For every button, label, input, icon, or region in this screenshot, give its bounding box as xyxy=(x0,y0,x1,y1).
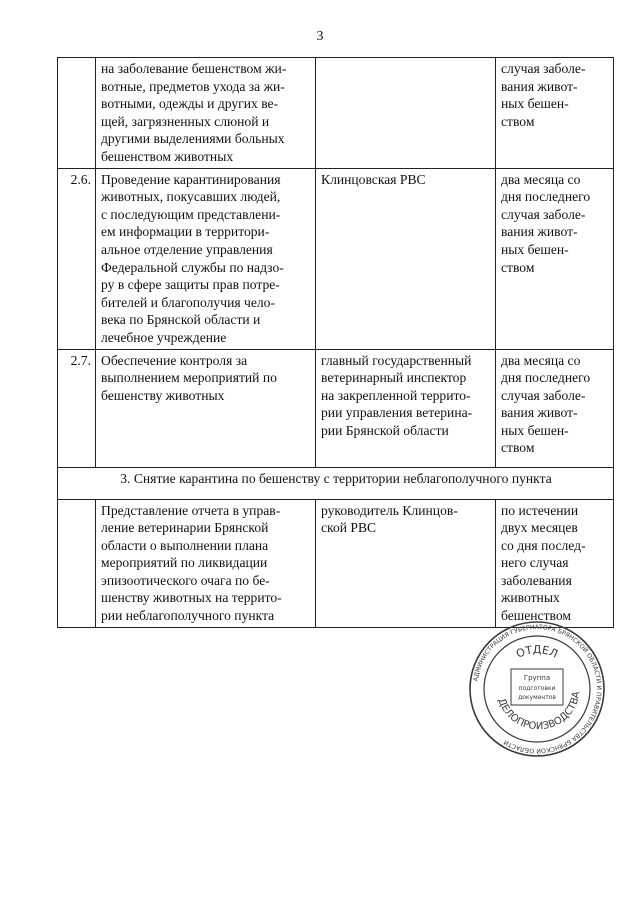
row-number: 2.6. xyxy=(58,168,96,349)
term-cell: два месяца со дня последнего случая заболе- вания живот- ных бешен- ством xyxy=(496,349,614,467)
row-number xyxy=(58,499,96,627)
section-3-title: 3. Снятие карантина по бешенству с территории неблагополучного пункта xyxy=(58,467,614,499)
stamp-top-word: ОТДЕЛ xyxy=(514,643,560,661)
department-stamp xyxy=(467,619,607,759)
responsible-cell: главный государственный ветеринарный инспектор на закрепленной террито- рии управления ветерина- рии Брянской области xyxy=(316,349,496,467)
term-cell: по истечении двух месяцев со дня послед- него случая заболевания животных бешенством xyxy=(496,499,614,627)
measures-table xyxy=(57,57,614,628)
responsible-cell: руководитель Клинцов- ской РВС xyxy=(316,499,496,627)
table-row xyxy=(58,499,614,627)
section-header-row xyxy=(58,467,614,499)
action-cell: Обеспечение контроля за выполнением мероприятий по бешенству животных xyxy=(96,349,316,467)
term-cell: случая заболе- вания живот- ных бешен- ством xyxy=(496,58,614,169)
action-cell: Представление отчета в управ- ление ветеринарии Брянской области о выполнении плана мероприятий по ликвидации эпизоотического очага по бе- шенству животных на террито- рии неблагополучного пункта xyxy=(96,499,316,627)
stamp-ring-text: АДМИНИСТРАЦИЯ ГУБЕРНАТОРА БРЯНСКОЙ ОБЛАСТИ И ПРАВИТЕЛЬСТВА БРЯНСКОЙ ОБЛАСТИ xyxy=(472,623,603,755)
responsible-cell xyxy=(316,58,496,169)
table-row xyxy=(58,58,614,169)
stamp-box-line1: Группа xyxy=(523,674,551,682)
stamp-box-line3: документов xyxy=(518,694,556,701)
table-row xyxy=(58,168,614,349)
term-cell: два месяца со дня последнего случая заболе- вания живот- ных бешен- ством xyxy=(496,168,614,349)
responsible-cell: Клинцовская РВС xyxy=(316,168,496,349)
table-row xyxy=(58,349,614,467)
action-cell: на заболевание бешенством жи- вотные, предметов ухода за жи- вотными, одежды и других ве- щей, загрязненных слюной и другими выделениями больных бешенством животных xyxy=(96,58,316,169)
page-number: 3 xyxy=(316,29,324,44)
row-number xyxy=(58,58,96,169)
row-number: 2.7. xyxy=(58,349,96,467)
stamp-box-line2: подготовки xyxy=(518,685,556,692)
action-cell: Проведение карантинирования животных, покусавших людей, с последующим представлени- ем информации в территори- альное отделение управления Федеральной службы по надзо- ру в сфере защиты прав потре- бителей и благополучия чело- века по Брянской области и лечебное учреждение xyxy=(96,168,316,349)
stamp-arc-word: ДЕЛОПРОИЗВОДСТВА xyxy=(495,690,583,733)
